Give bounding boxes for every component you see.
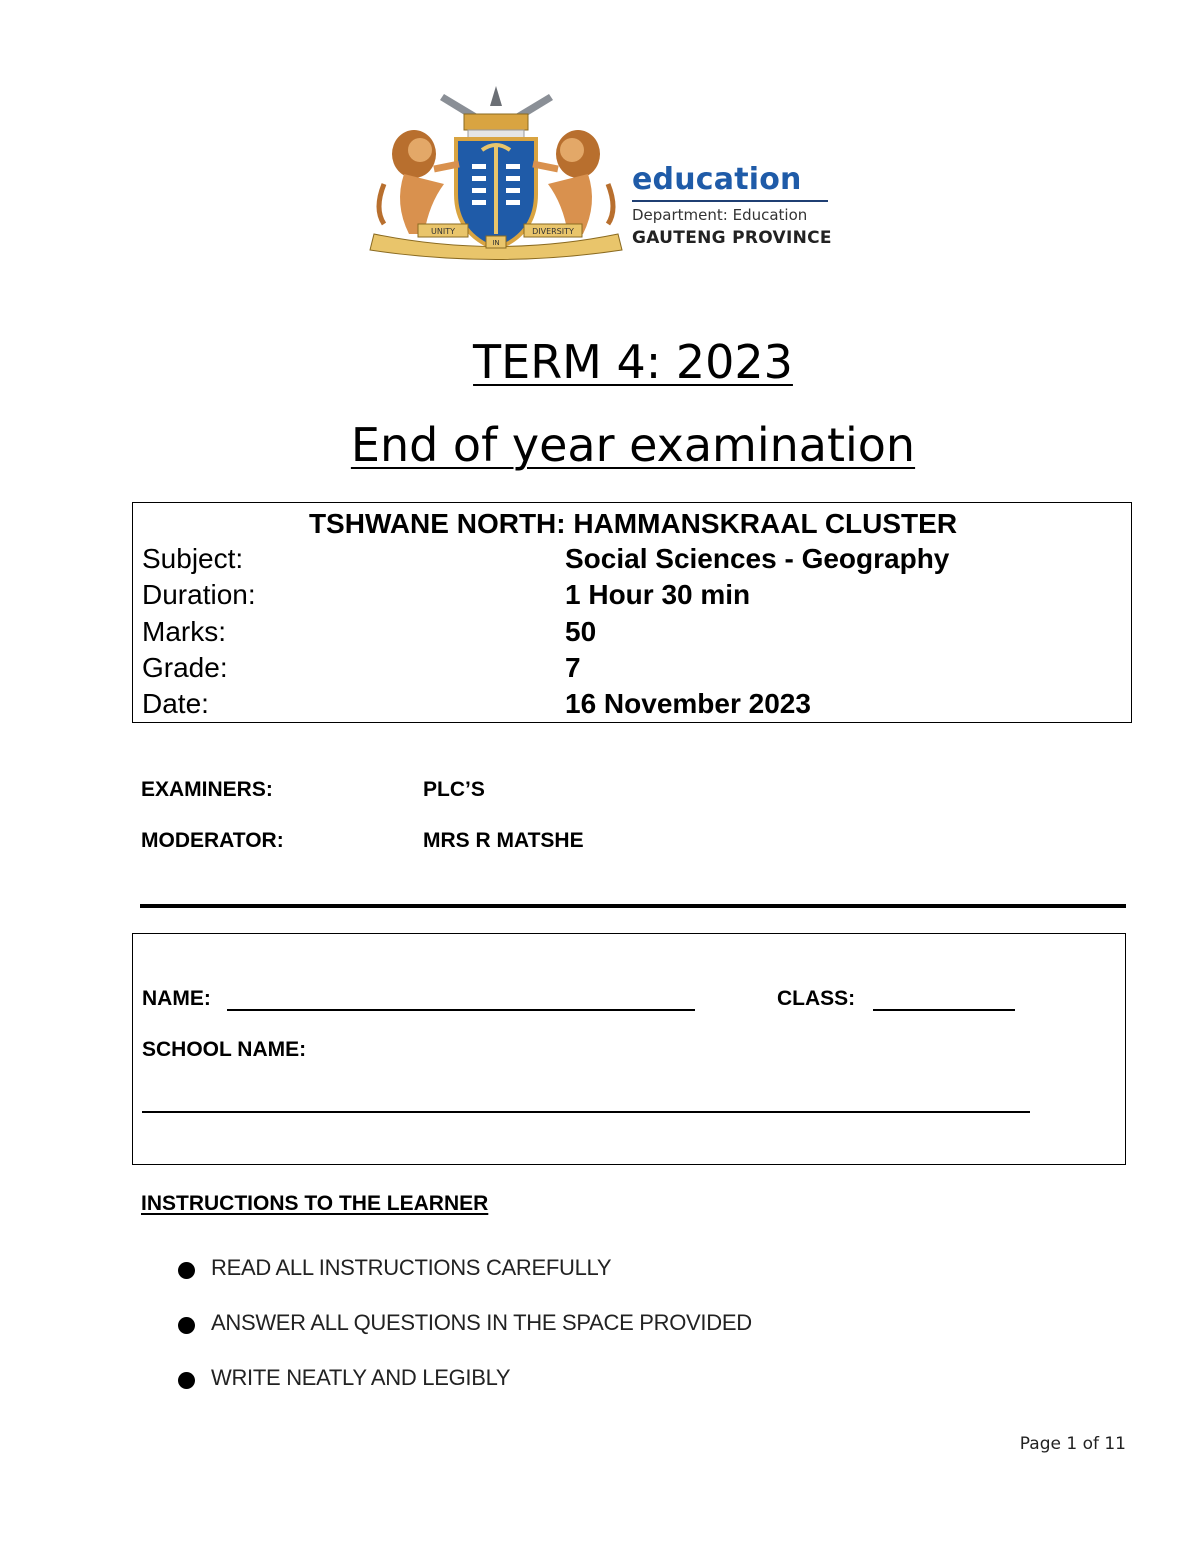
logo-province: GAUTENG PROVINCE bbox=[632, 228, 832, 248]
school-name-input-line[interactable] bbox=[142, 1111, 1030, 1113]
page-number: Page 1 of 11 bbox=[1019, 1434, 1126, 1454]
name-label: NAME: bbox=[142, 987, 211, 1010]
lion-icon bbox=[533, 130, 613, 234]
duration-value: 1 Hour 30 min bbox=[565, 579, 751, 610]
date-value: 16 November 2023 bbox=[565, 688, 811, 719]
bullet-icon bbox=[178, 1262, 195, 1279]
examiners-value: PLC’S bbox=[423, 778, 485, 801]
motto-in: IN bbox=[492, 239, 500, 247]
subject-label: Subject: bbox=[142, 543, 244, 574]
grade-value: 7 bbox=[565, 652, 581, 683]
instruction-item: WRITE NEATLY AND LEGIBLY bbox=[211, 1365, 511, 1390]
marks-value: 50 bbox=[565, 616, 597, 647]
motto-unity: UNITY bbox=[431, 227, 455, 236]
moderator-value: MRS R MATSHE bbox=[423, 829, 584, 852]
class-input-line[interactable] bbox=[873, 1009, 1015, 1011]
bullet-icon bbox=[178, 1317, 195, 1334]
cluster-heading: TSHWANE NORTH: HAMMANSKRAAL CLUSTER bbox=[308, 508, 958, 539]
class-label: CLASS: bbox=[777, 987, 856, 1010]
section-divider bbox=[140, 904, 1126, 908]
school-name-label: SCHOOL NAME: bbox=[142, 1038, 307, 1061]
bullet-icon bbox=[178, 1372, 195, 1389]
moderator-label: MODERATOR: bbox=[141, 829, 284, 852]
date-label: Date: bbox=[142, 688, 209, 719]
logo-education-word: education bbox=[632, 162, 802, 197]
logo-divider bbox=[632, 200, 828, 202]
marks-label: Marks: bbox=[142, 616, 226, 647]
term-title: TERM 4: 2023 bbox=[473, 335, 793, 389]
grade-label: Grade: bbox=[142, 652, 228, 683]
examiners-label: EXAMINERS: bbox=[141, 778, 273, 801]
instructions-heading: INSTRUCTIONS TO THE LEARNER bbox=[141, 1192, 489, 1215]
instruction-item: READ ALL INSTRUCTIONS CAREFULLY bbox=[211, 1255, 612, 1280]
logo-department: Department: Education bbox=[632, 206, 808, 224]
motto-diversity: DIVERSITY bbox=[532, 227, 574, 236]
name-input-line[interactable] bbox=[227, 1009, 695, 1011]
subject-value: Social Sciences - Geography bbox=[565, 543, 950, 574]
learner-details-box bbox=[132, 933, 1126, 1165]
exam-title: End of year examination bbox=[350, 418, 916, 472]
exam-info-box bbox=[132, 502, 1132, 723]
duration-label: Duration: bbox=[142, 579, 256, 610]
lion-icon bbox=[379, 130, 459, 234]
instruction-item: ANSWER ALL QUESTIONS IN THE SPACE PROVIDED bbox=[211, 1310, 752, 1335]
